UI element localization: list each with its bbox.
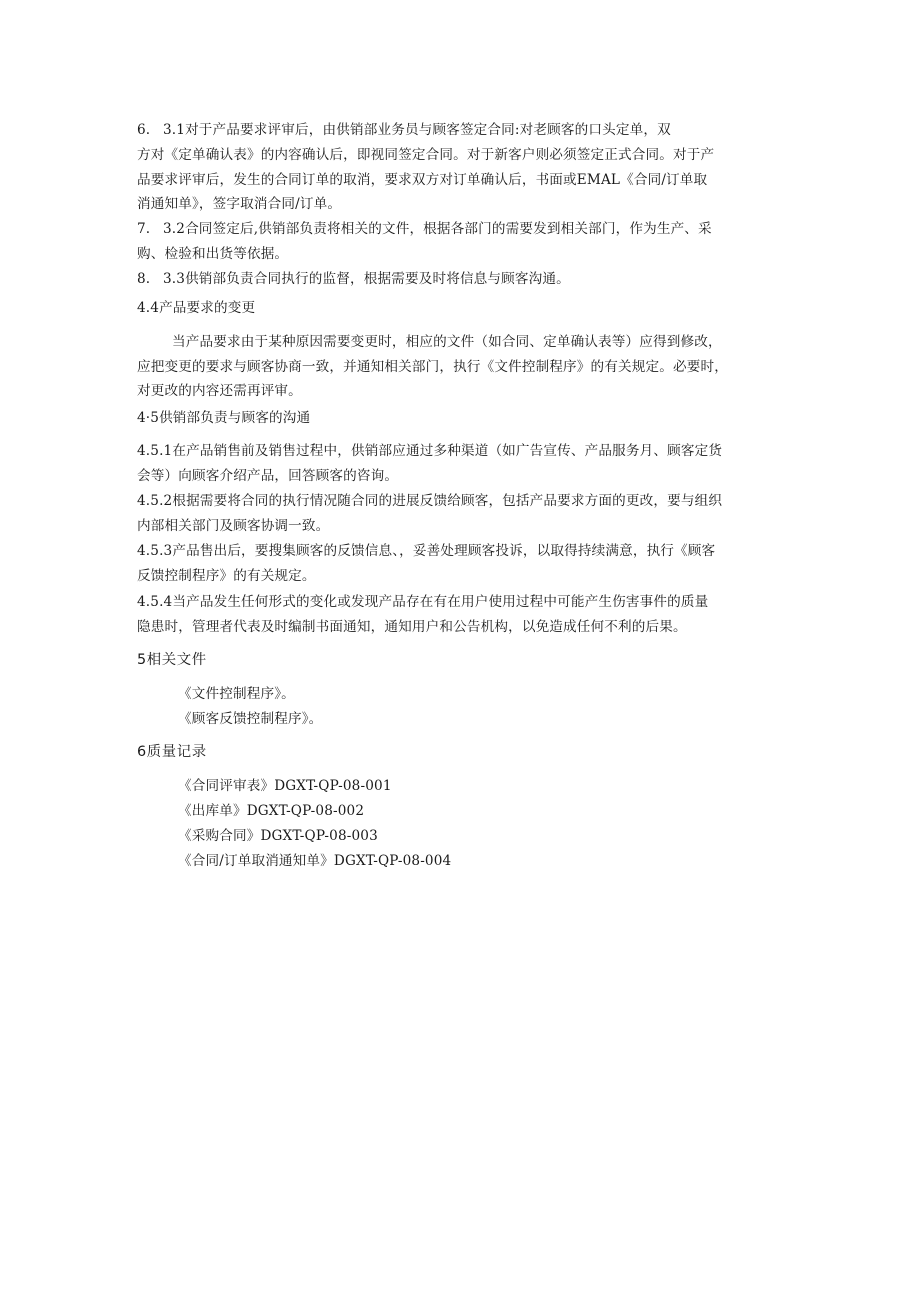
quality-record-item: 《采购合同》DGXT-QP-08-003	[178, 828, 378, 844]
section-5-title: 5相关文件	[137, 652, 207, 668]
item-number: 6.	[137, 122, 151, 138]
section-6-title: 6质量记录	[137, 744, 207, 760]
item-6-line-1	[137, 124, 671, 138]
para-4-5-2-line-2: 内部相关部门及顾客协调一致。	[137, 518, 330, 534]
para-4-5-3-line-2: 反馈控制程序》的有关规定。	[137, 568, 316, 584]
item-6-line-2: 方对《定单确认表》的内容确认后，即视同签定合同。对于新客户则必须签定正式合同。对于产	[137, 147, 715, 163]
item-6-line-4: 消通知单》，签字取消合同/订单。	[137, 196, 342, 212]
para-4-5-3-line-1: 4.5.3产品售出后，要搜集顾客的反馈信息、，妥善处理顾客投诉，以取得持续满意，执行《顾客	[137, 543, 716, 559]
item-6-text: 3.1对于产品要求评审后，由供销部业务员与顾客签定合同:对老顾客的口头定单，双	[163, 122, 671, 138]
item-7-line-1	[137, 223, 712, 237]
quality-record-item: 《出库单》DGXT-QP-08-002	[178, 803, 365, 819]
item-number: 7.	[137, 221, 151, 237]
item-7-line-2: 购、检验和出货等依据。	[137, 246, 289, 262]
item-7-text: 3.2合同签定后,供销部负责将相关的文件，根据各部门的需要发到相关部门，作为生产、采	[163, 221, 712, 237]
item-number: 8.	[137, 271, 151, 287]
quality-record-item: 《合同评审表》DGXT-QP-08-001	[178, 778, 392, 794]
section-4-4-title: 4.4产品要求的变更	[137, 300, 256, 316]
item-6-line-3: 品要求评审后，发生的合同订单的取消，要求双方对订单确认后，书面或EMAL《合同/订单取	[137, 172, 708, 188]
para-4-5-4-line-1: 4.5.4当产品发生任何形式的变化或发现产品存在有在用户使用过程中可能产生伤害事件的质量	[137, 594, 709, 610]
section-4-4-line-3: 对更改的内容还需再评审。	[137, 383, 302, 399]
para-4-5-4-line-2: 隐患时，管理者代表及时编制书面通知，通知用户和公告机构，以免造成任何不利的后果。	[137, 619, 687, 635]
para-4-5-2-line-1: 4.5.2根据需要将合同的执行情况随合同的进展反馈给顾客，包括产品要求方面的更改，要与组织	[137, 493, 723, 509]
para-4-5-1-line-1: 4.5.1在产品销售前及销售过程中，供销部应通过多种渠道（如广告宣传、产品服务月、顾客定货	[137, 443, 723, 459]
quality-record-item: 《合同/订单取消通知单》DGXT-QP-08-004	[178, 853, 452, 869]
section-4-4-line-1: 当产品要求由于某种原因需要变更时，相应的文件（如合同、定单确认表等）应得到修改，	[172, 334, 722, 350]
section-4-4-line-2: 应把变更的要求与顾客协商一致，并通知相关部门，执行《文件控制程序》的有关规定。必要时，	[137, 359, 728, 375]
related-doc-item: 《文件控制程序》。	[178, 686, 295, 702]
item-8-text: 3.3供销部负责合同执行的监督，根据需要及时将信息与顾客沟通。	[163, 271, 570, 287]
para-4-5-1-line-2: 会等）向顾客介绍产品，回答顾客的咨询。	[137, 468, 399, 484]
section-4-5-title: 4·5供销部负责与顾客的沟通	[137, 410, 311, 426]
related-doc-item: 《顾客反馈控制程序》。	[178, 711, 323, 727]
item-8-line-1	[137, 273, 570, 287]
